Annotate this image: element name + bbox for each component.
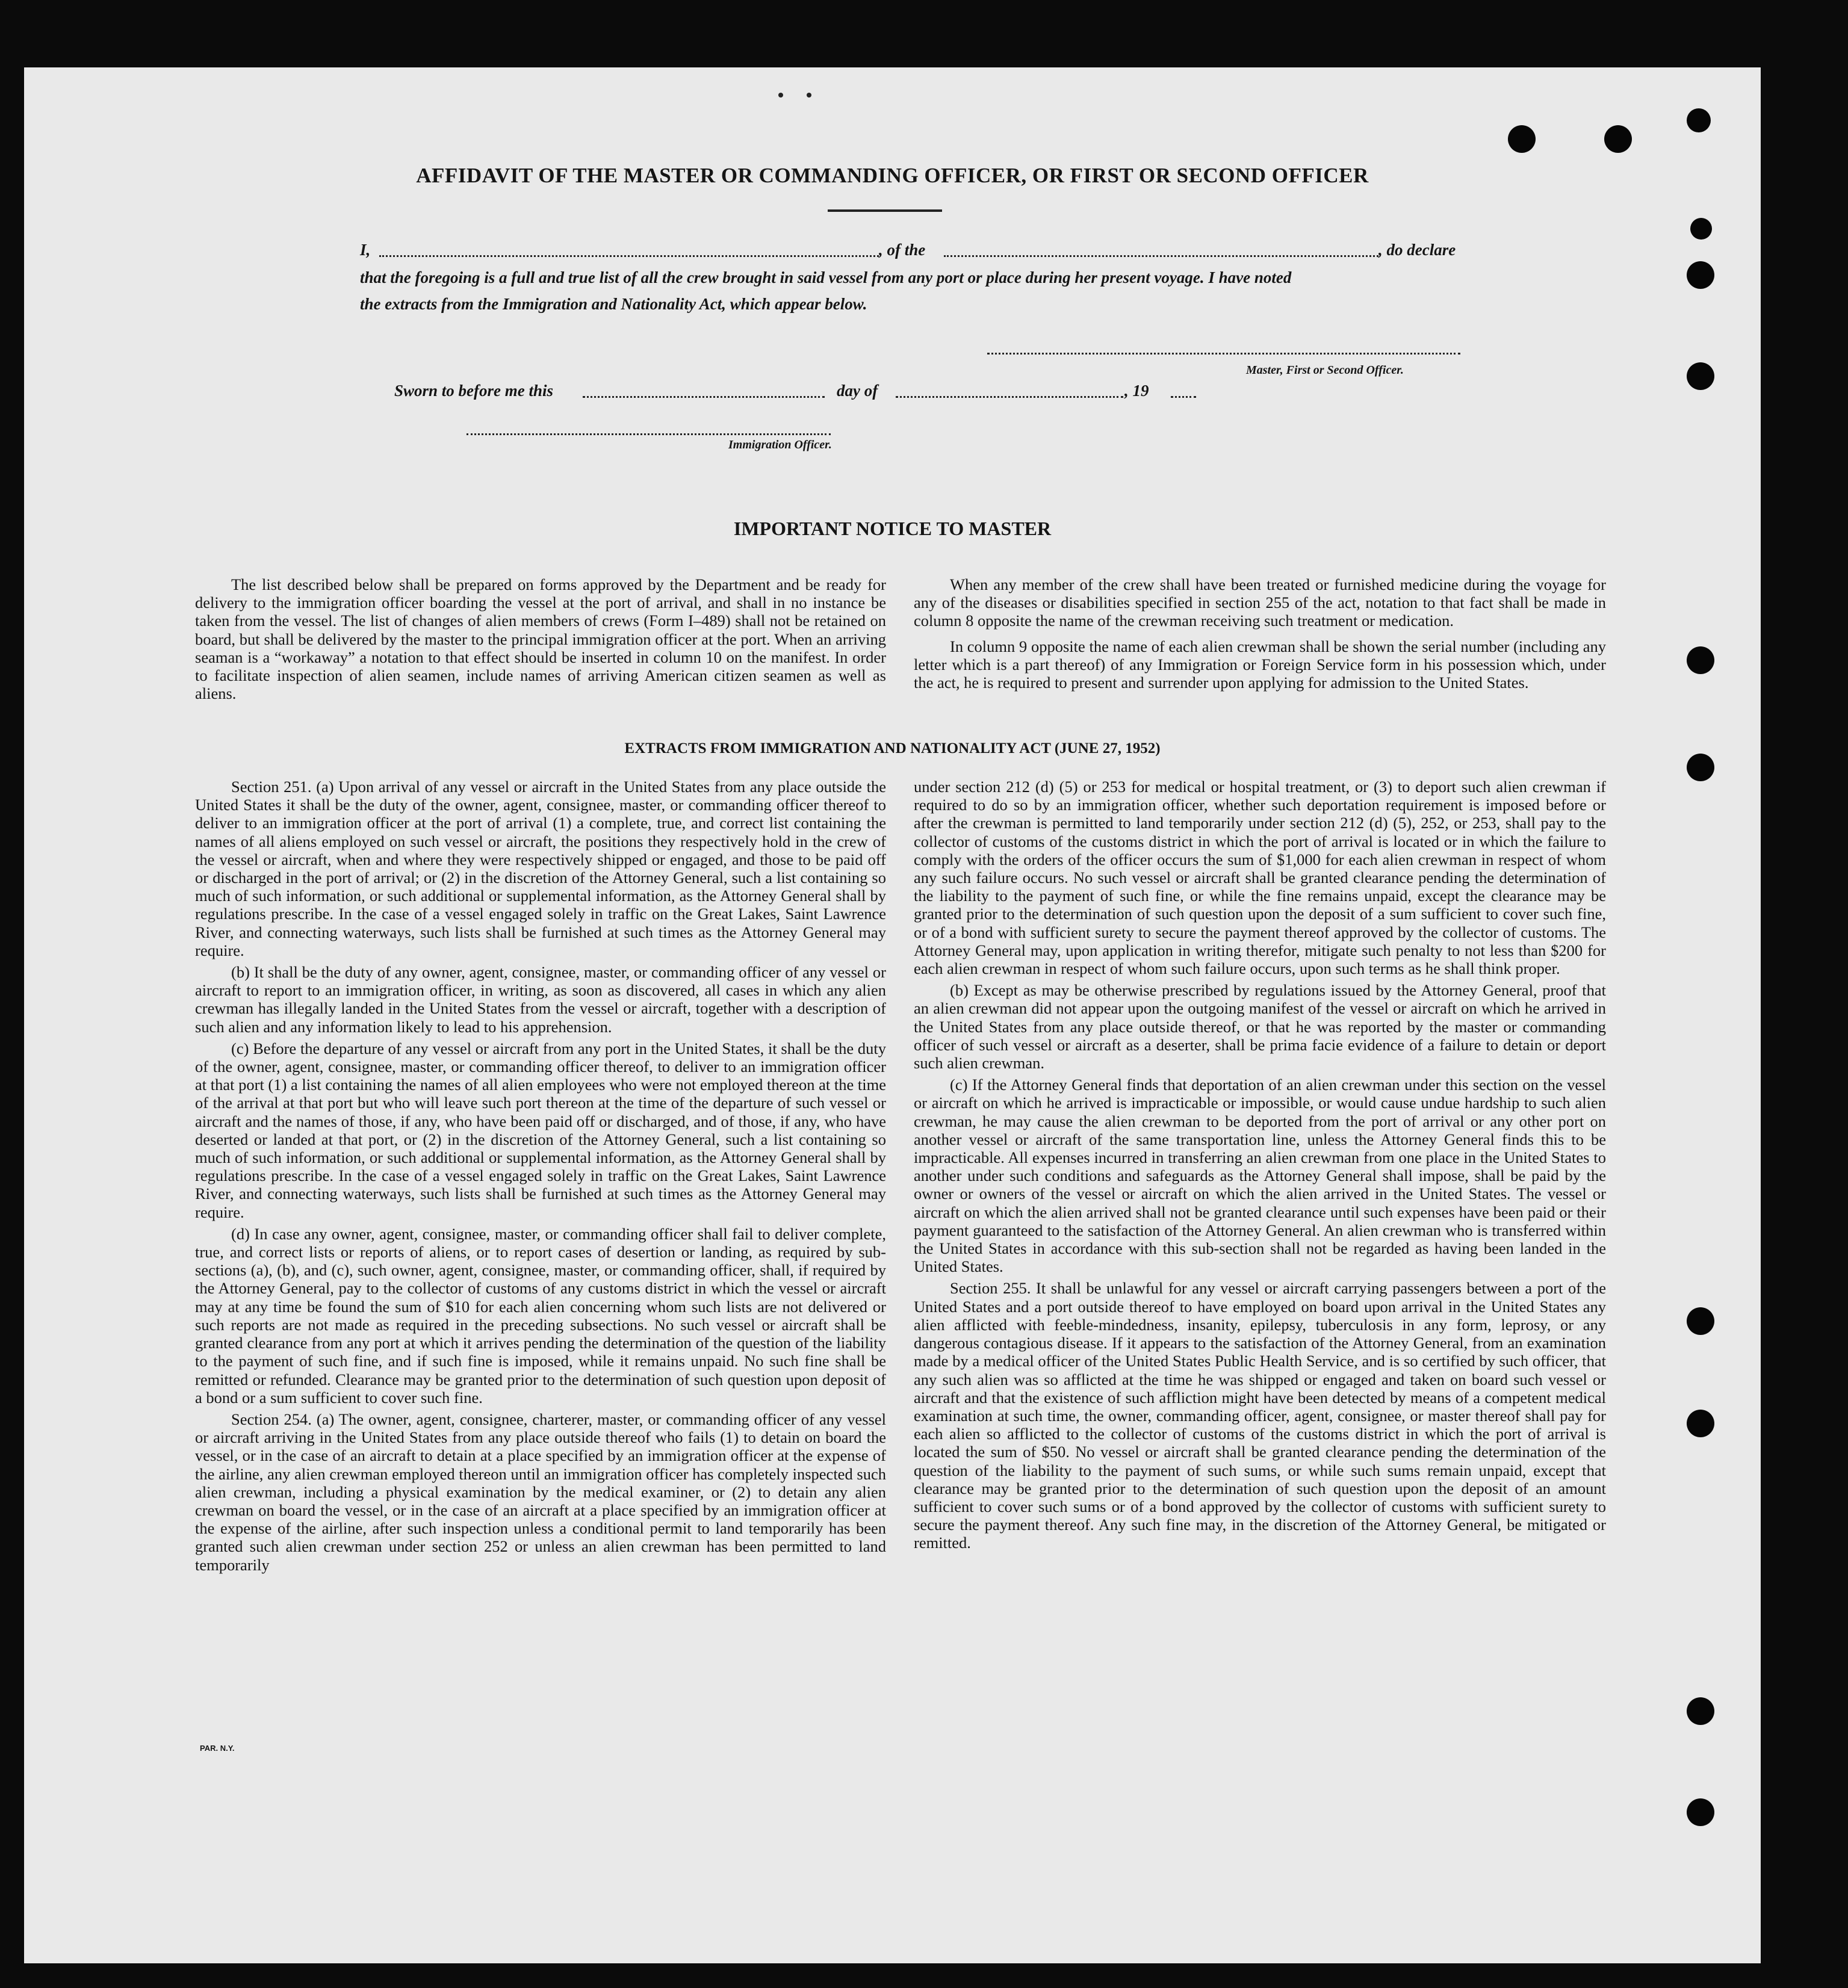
- ink-speck: [778, 93, 783, 98]
- notice-right-column: [914, 575, 1606, 695]
- document-page: [24, 67, 1761, 1963]
- notice-right-paragraph-2: In column 9 opposite the name of each alien crewman shall be shown the serial number (including any letter which is a part thereof) of any Immigration or Foreign Service form in his possession which, under the act, he is required to present and surrender upon applying for admission to the United States.: [914, 637, 1606, 692]
- sworn-year-blank[interactable]: [1171, 396, 1196, 398]
- extracts-right-column: [914, 778, 1606, 1556]
- punch-hole: [1687, 1798, 1714, 1826]
- extract-paragraph: Section 254. (a) The owner, agent, consignee, charterer, master, or commanding officer of any vessel or aircraft arriving in the United States from any place outside thereof who fails (1) to detain on board the vessel, or in the case of an aircraft to detain at a place specified by an immigration officer at the expense of the airline, any alien crewman employed thereon until an immigration officer has completely inspected such alien crewman, including a physical examination by the medical examiner, or (2) to detain any alien crewman on board the vessel, or in the case of an aircraft at a place specified by an immigration officer at the expense of the airline, after such inspection unless a conditional permit to land temporarily has been granted such alien crewman under section 252 or unless an alien crewman has been permitted to land temporarily: [195, 1410, 886, 1574]
- extract-paragraph: (b) It shall be the duty of any owner, agent, consignee, master, or commanding officer of any vessel or aircraft to report to an immigration officer, in writing, as soon as discovered, all cases in which any alien crewman has illegally landed in the United States from the vessel or aircraft, together with a description of such alien and any information likely to lead to his apprehension.: [195, 963, 886, 1036]
- punch-hole: [1687, 1697, 1714, 1725]
- title-rule: [828, 209, 942, 212]
- punch-hole: [1687, 1307, 1714, 1335]
- punch-hole: [1687, 646, 1714, 674]
- extracts-title: EXTRACTS FROM IMMIGRATION AND NATIONALITY ACT (JUNE 27, 1952): [624, 740, 1161, 757]
- vessel-blank[interactable]: [944, 255, 1378, 257]
- punch-hole: [1687, 261, 1714, 289]
- of-the-label: , of the: [879, 241, 926, 259]
- day-of-label: day of: [837, 382, 878, 400]
- notice-right-paragraph-1: When any member of the crew shall have been treated or furnished medicine during the voyage for any of the diseases or disabilities specified in section 255 of the act, notation to that fact shall be made in column 8 opposite the name of the crewman receiving such treatment or medication.: [914, 575, 1606, 630]
- officer-signature-caption: Immigration Officer.: [728, 438, 832, 451]
- master-signature-line[interactable]: [987, 353, 1460, 355]
- year-label: , 19: [1124, 382, 1149, 400]
- do-declare-label: , do declare: [1378, 241, 1456, 259]
- extract-paragraph: (b) Except as may be otherwise prescribed by regulations issued by the Attorney General, proof that an alien crewman did not appear upon the outgoing manifest of the vessel or aircraft on which he arrived in the United States from any place outside thereof, or that he was reported by the master or commanding officer of such vessel or aircraft as a deserter, shall be prima facie evidence of a failure to detain or deport such alien crewman.: [914, 981, 1606, 1073]
- notice-title: IMPORTANT NOTICE TO MASTER: [733, 518, 1052, 539]
- name-blank[interactable]: [379, 255, 879, 257]
- extract-paragraph: (d) In case any owner, agent, consignee, master, or commanding officer shall fail to deliver complete, true, and correct lists or reports of aliens, or to report cases of desertion or landing, as required by sub-sections (a), (b), and (c), such owner, agent, consignee, master, or commanding officer, shall, if required by the Attorney General, pay to the collector of customs of any customs district in which the vessel or aircraft may at any time be found the sum of $10 for each alien concerning whom such lists are not delivered or such reports are not made as required in the preceding subsections. No such vessel or aircraft shall be granted clearance from any port at which it arrives pending the determination of the question of the liability to the payment of such fine, and if such fine is imposed, while it remains unpaid. No such fine shall be remitted or refunded. Clearance may be granted prior to the determination of such question upon deposit of a bond or a sum sufficient to cover such fine.: [195, 1224, 886, 1407]
- sworn-day-blank[interactable]: [583, 396, 825, 398]
- ink-speck: [807, 93, 811, 98]
- master-signature-caption: Master, First or Second Officer.: [1246, 364, 1404, 377]
- punch-hole: [1687, 1410, 1714, 1437]
- extract-paragraph: (c) If the Attorney General finds that deportation of an alien crewman under this section on the vessel or aircraft on which he arrived is impracticable or impossible, or would cause undue hardship to such alien crewman, he may cause the alien crewman to be deported from the port of arrival or any other port on another vessel or aircraft of the same transportation line, unless the Attorney General finds this to be impracticable. All expenses incurred in transferring an alien crewman from one place in the United States to another under such conditions and safeguards as the Attorney General shall impose, shall be paid by the owner or owners of the vessel or aircraft on which the alien arrived in the United States. The vessel or aircraft on which the alien arrived shall not be granted clearance until such expenses have been paid or their payment guaranteed to the satisfaction of the Attorney General. An alien crewman who is transferred within the United States in accordance with this sub-section shall not be regarded as having been landed in the United States.: [914, 1076, 1606, 1276]
- extract-paragraph: Section 251. (a) Upon arrival of any vessel or aircraft in the United States from any place outside the United States it shall be the duty of the owner, agent, consignee, master, or commanding officer thereof to deliver to an immigration officer at the port of arrival (1) a complete, true, and correct list containing the names of all aliens employed on such vessel or aircraft, the positions they respectively hold in the crew of the vessel or aircraft, when and where they were respectively shipped or engaged, and those to be paid off or discharged in the port of arrival; or (2) in the discretion of the Attorney General, such a list containing so much of such information, or such additional or supplemental information, as the Attorney General shall by regulations prescribe. In the case of a vessel engaged solely in traffic on the Great Lakes, Saint Lawrence River, and connecting waterways, such lists shall be furnished at such times as the Attorney General may require.: [195, 778, 886, 959]
- statement-line-2: the extracts from the Immigration and Nationality Act, which appear below.: [360, 295, 867, 313]
- statement-line-1: that the foregoing is a full and true list of all the crew brought in said vessel from any port or place during her present voyage. I have noted: [360, 268, 1292, 286]
- punch-hole: [1687, 754, 1714, 781]
- sworn-month-blank[interactable]: [896, 396, 1123, 398]
- punch-hole: [1604, 125, 1632, 153]
- printer-mark: PAR. N.Y.: [200, 1744, 235, 1753]
- punch-hole: [1508, 125, 1536, 153]
- affidavit-title: AFFIDAVIT OF THE MASTER OR COMMANDING OFFICER, OR FIRST OR SECOND OFFICER: [416, 164, 1369, 187]
- i-label: I,: [360, 241, 371, 259]
- extract-paragraph: Section 255. It shall be unlawful for any vessel or aircraft carrying passengers between a port of the United States and a port outside thereof to have employed on board upon arrival in the United States any alien afflicted with feeble-mindedness, insanity, epilepsy, tuberculosis in any form, leprosy, or any dangerous contagious disease. If it appears to the satisfaction of the Attorney General, from an examination made by a medical officer of the United States Public Health Service, and is so certified by such officer, that any such alien was so afflicted at the time he was shipped or engaged and taken on board such vessel or aircraft and that the existence of such affliction might have been detected by means of a competent medical examination at such time, the owner, commanding officer, agent, consignee, or master thereof shall pay for each alien so afflicted to the collector of customs of the customs district in which the port of arrival is located the sum of $50. No vessel or aircraft shall be granted clearance pending the determination of the question of the liability to the payment of such sums, or while such sums remain unpaid, except that clearance may be granted prior to the determination of such question upon the deposit of an amount sufficient to cover such sums or of a bond approved by the collector of customs with sufficient surety to secure the payment thereof. Any such fine may, in the discretion of the Attorney General, be mitigated or remitted.: [914, 1279, 1606, 1552]
- punch-hole: [1690, 218, 1712, 240]
- extracts-left-column: [195, 778, 886, 1578]
- officer-signature-line[interactable]: [467, 433, 831, 435]
- sworn-label: Sworn to before me this: [394, 382, 554, 400]
- punch-hole: [1687, 108, 1711, 132]
- extract-paragraph: under section 212 (d) (5) or 253 for medical or hospital treatment, or (3) to deport such alien crewman if required to do so by an immigration officer, whether such deportation requirement is imposed before or after the crewman is permitted to land temporarily under section 212 (d) (5), 252, or 253, shall pay to the collector of customs of the customs district in which the port of arrival is located or in which the failure to comply with the orders of the officer occurs the sum of $1,000 for each alien crewman in respect of whom any such failure occurs. No such vessel or aircraft shall be granted clearance pending the determination of the liability to the payment of such fine, or while the fine remains unpaid, except the clearance may be granted prior to the determination of such question upon the deposit of a sum sufficient to cover such fine, or of a bond with sufficient surety to secure the payment thereof approved by the collector of customs. The Attorney General may, upon application in writing therefor, mitigate such penalty to not less than $200 for each alien crewman in respect of whom such failure occurs, upon such terms as he shall think proper.: [914, 778, 1606, 978]
- notice-left-paragraph: The list described below shall be prepared on forms approved by the Department and be ready for delivery to the immigration officer boarding the vessel at the port of arrival, and shall in no instance be taken from the vessel. The list of changes of alien members of crews (Form I–489) shall not be retained on board, but shall be delivered by the master to the principal immigration officer at the port. When an arriving seaman is a “workaway” a notation to that effect should be inserted in column 10 on the manifest. In order to facilitate inspection of alien seamen, include names of arriving American citizen seamen as well as aliens.: [195, 575, 886, 703]
- punch-hole: [1687, 362, 1714, 390]
- extract-paragraph: (c) Before the departure of any vessel or aircraft from any port in the United States, it shall be the duty of the owner, agent, consignee, master, or commanding officer thereof, to deliver to an immigration officer at that port (1) a list containing the names of all alien employees who were not employed thereon at the time of the arrival at that port but who will leave such port thereon at the time of the departure of such vessel or aircraft and the names of those, if any, who have been paid off or discharged, and of those, if any, who have deserted or landed at that port, or (2) in the discretion of the Attorney General, such a list containing so much of such information, or such additional or supplemental information, as the Attorney General shall by regulations prescribe. In the case of a vessel engaged solely in traffic on the Great Lakes, Saint Lawrence River, and connecting waterways, such lists shall be furnished at such times as the Attorney General may require.: [195, 1039, 886, 1221]
- notice-left-column: [195, 575, 886, 706]
